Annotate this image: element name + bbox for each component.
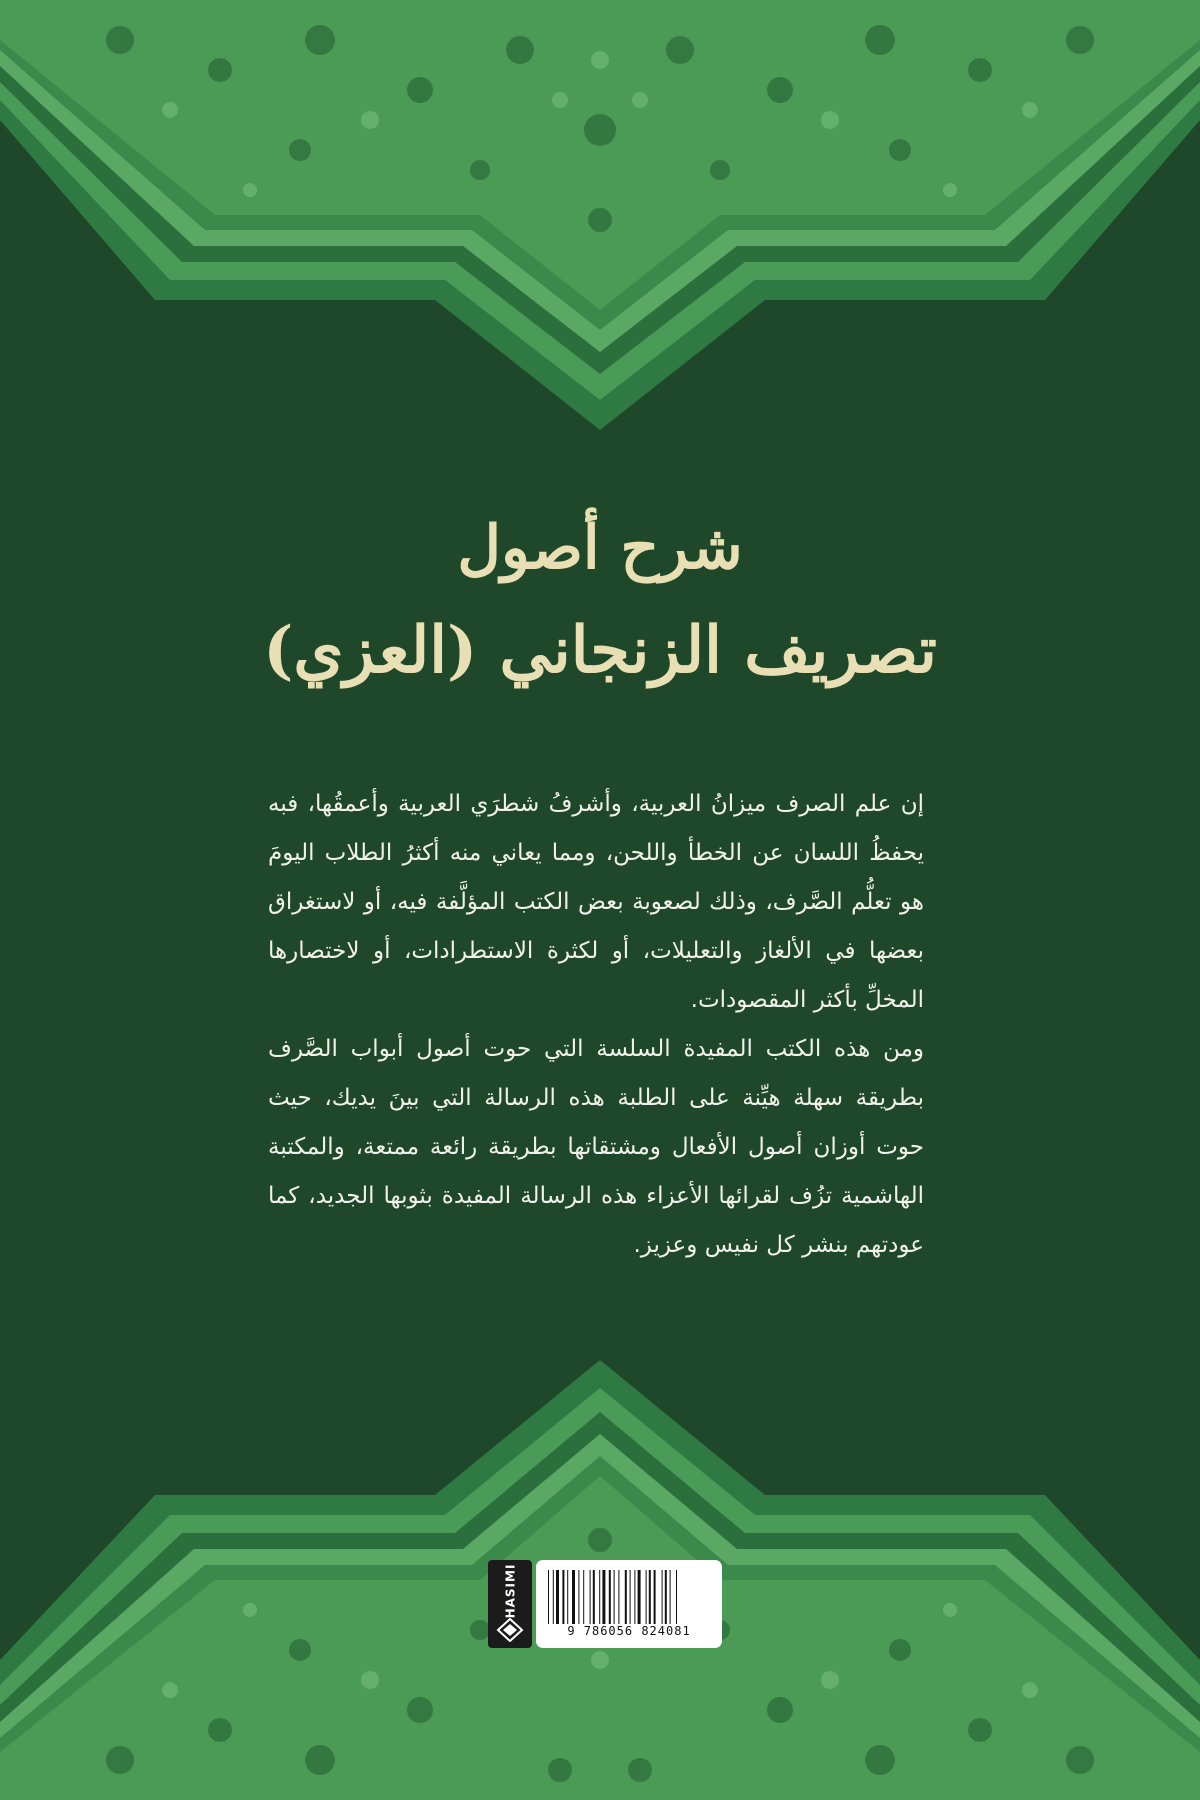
description-paragraph-1: إن علم الصرف ميزانُ العربية، وأشرفُ شطرَي العربية وأعمقُها، فبه يحفظُ اللسان عن الخطأ واللحن، ومما يعاني منه أكثرُ الطلاب اليومَ هو تعلُّم الصَّرف، وذلك لصعوبة بعض الكتب المؤلَّفة فيه، أو لاستغراق بعضها في الألغاز والتعليلات، أو لكثرة الاستطرادات، أو لاختصارها المخلِّ بأكثر المقصودات. bbox=[268, 791, 924, 1013]
barcode-bar bbox=[634, 1570, 635, 1624]
book-title bbox=[0, 505, 1200, 699]
barcode-bar bbox=[553, 1570, 554, 1624]
isbn-number: 9 786056 824081 bbox=[567, 1624, 691, 1638]
barcode-bar bbox=[654, 1570, 656, 1624]
barcode-area bbox=[488, 1560, 722, 1648]
title-line-2: تصريف الزنجاني (العزي) bbox=[263, 613, 937, 688]
barcode-bar bbox=[599, 1570, 600, 1624]
barcode-bar bbox=[583, 1570, 584, 1624]
barcode-bar bbox=[590, 1570, 591, 1624]
barcode-bar bbox=[625, 1570, 627, 1624]
barcode-bar bbox=[618, 1570, 619, 1624]
barcode-bar bbox=[676, 1570, 677, 1624]
barcode-bar bbox=[646, 1570, 647, 1624]
barcode-bar bbox=[670, 1570, 671, 1624]
title-line-1: شرح أصول bbox=[457, 513, 743, 583]
publisher-logo-text: HASIMI bbox=[503, 1563, 517, 1619]
barcode-bar bbox=[638, 1570, 641, 1624]
top-ornament-border bbox=[0, 0, 1200, 430]
barcode-bar bbox=[602, 1570, 605, 1624]
barcode-bar bbox=[548, 1570, 549, 1624]
barcode-bar bbox=[662, 1570, 663, 1624]
barcode-bar bbox=[609, 1570, 611, 1624]
barcode-bar bbox=[593, 1570, 595, 1624]
description-paragraph-2: ومن هذه الكتب المفيدة السلسة التي حوت أصول أبواب الصَّرف بطريقة سهلة هيِّنة على الطلبة هذه الرسالة التي بينَ يديك، حيث حوت أوزان أصول الأفعال ومشتقاتها بطريقة رائعة ممتعة، والمكتبة الهاشمية تزُف لقرائها الأعزاء هذه الرسالة المفيدة بثوبها الجديد، كما عودتهم بنشر كل نفيس وعزيز. bbox=[268, 1036, 924, 1258]
barcode-bar bbox=[578, 1570, 579, 1624]
publisher-logo bbox=[488, 1560, 532, 1648]
barcode-bar bbox=[572, 1570, 575, 1624]
barcode-bar bbox=[665, 1570, 667, 1624]
book-description bbox=[268, 780, 924, 1270]
isbn-barcode bbox=[536, 1560, 722, 1648]
barcode-bar bbox=[630, 1570, 631, 1624]
barcode-bar bbox=[562, 1570, 564, 1624]
barcode-bar bbox=[614, 1570, 615, 1624]
barcode-bar bbox=[567, 1570, 568, 1624]
barcode-bar bbox=[649, 1570, 651, 1624]
barcode-bars bbox=[546, 1570, 712, 1624]
barcode-bar bbox=[556, 1570, 559, 1624]
publisher-emblem-icon bbox=[496, 1618, 524, 1642]
